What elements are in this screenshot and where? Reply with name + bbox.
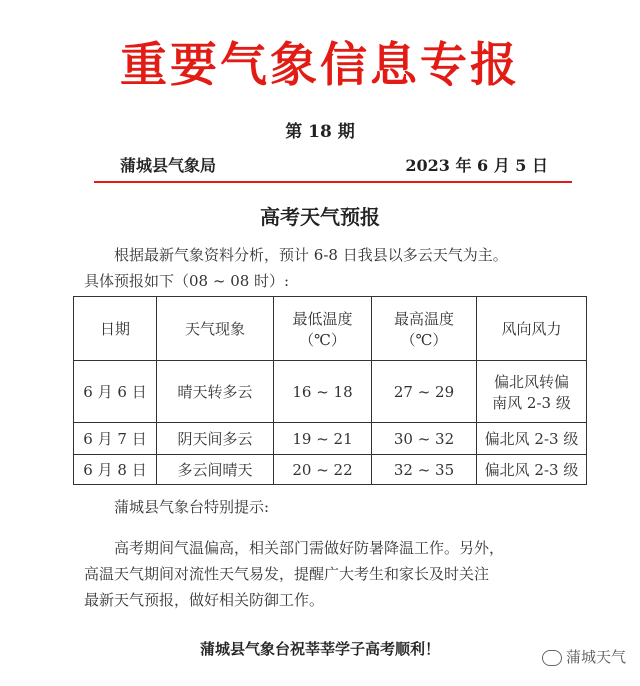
issue-date: 2023 年 6 月 5 日 bbox=[405, 156, 548, 175]
cell-weather: 多云间晴天 bbox=[157, 455, 274, 485]
tip-body bbox=[84, 535, 594, 613]
header-wind: 风向风力 bbox=[477, 297, 587, 361]
closing-wish: 蒲城县气象台祝莘莘学子高考顺利！ bbox=[199, 640, 440, 658]
cell-min-temp: 19 ~ 21 bbox=[274, 423, 372, 455]
intro-paragraph bbox=[84, 242, 594, 294]
header-divider bbox=[94, 181, 572, 183]
issuer-name: 蒲城县气象局 bbox=[120, 156, 217, 175]
header-max-temp bbox=[372, 297, 477, 361]
table-row bbox=[74, 423, 587, 455]
cell-date: 6 月 7 日 bbox=[74, 423, 157, 455]
bulletin-title: 重要气象信息专报 bbox=[120, 38, 520, 93]
table-header-row bbox=[74, 297, 587, 361]
cell-min-temp: 20 ~ 22 bbox=[274, 455, 372, 485]
table-row bbox=[74, 455, 587, 485]
header-min-temp-unit: （℃） bbox=[299, 330, 346, 349]
watermark bbox=[542, 646, 626, 667]
cell-wind-line: 偏北风转偏 bbox=[493, 372, 569, 391]
header-min-temp-label: 最低温度 bbox=[292, 309, 353, 328]
cell-wind: 偏北风 2-3 级 bbox=[477, 423, 587, 455]
cell-max-temp: 30 ~ 32 bbox=[372, 423, 477, 455]
tip-line: 高温天气期间对流性天气易发，提醒广大考生和家长及时关注 bbox=[84, 565, 490, 583]
tip-line: 高考期间气温偏高，相关部门需做好防暑降温工作。另外， bbox=[114, 539, 505, 557]
cell-date: 6 月 6 日 bbox=[74, 361, 157, 423]
table-row bbox=[74, 361, 587, 423]
intro-line: 根据最新气象资料分析，预计 6-8 日我县以多云天气为主。 bbox=[114, 246, 508, 264]
header-min-temp bbox=[274, 297, 372, 361]
watermark-text: 蒲城天气 bbox=[565, 648, 626, 666]
forecast-table bbox=[73, 296, 587, 485]
cell-wind bbox=[477, 361, 587, 423]
cell-max-temp: 27 ~ 29 bbox=[372, 361, 477, 423]
intro-line: 具体预报如下（08 ~ 08 时）: bbox=[84, 272, 290, 290]
tip-title bbox=[84, 494, 594, 520]
header-max-temp-label: 最高温度 bbox=[393, 309, 454, 328]
cell-min-temp: 16 ~ 18 bbox=[274, 361, 372, 423]
cell-wind-line: 南风 2-3 级 bbox=[492, 393, 571, 412]
header-weather: 天气现象 bbox=[157, 297, 274, 361]
tip-title-text: 蒲城县气象台特别提示: bbox=[114, 498, 270, 516]
issue-number: 第 18 期 bbox=[285, 122, 355, 142]
header-date: 日期 bbox=[74, 297, 157, 361]
cell-max-temp: 32 ~ 35 bbox=[372, 455, 477, 485]
tip-line: 最新天气预报，做好相关防御工作。 bbox=[84, 591, 325, 609]
wechat-icon bbox=[542, 650, 562, 666]
cell-weather: 晴天转多云 bbox=[157, 361, 274, 423]
cell-wind: 偏北风 2-3 级 bbox=[477, 455, 587, 485]
header-max-temp-unit: （℃） bbox=[400, 330, 448, 349]
cell-weather: 阴天间多云 bbox=[157, 423, 274, 455]
cell-date: 6 月 8 日 bbox=[74, 455, 157, 485]
report-title: 高考天气预报 bbox=[260, 205, 380, 229]
